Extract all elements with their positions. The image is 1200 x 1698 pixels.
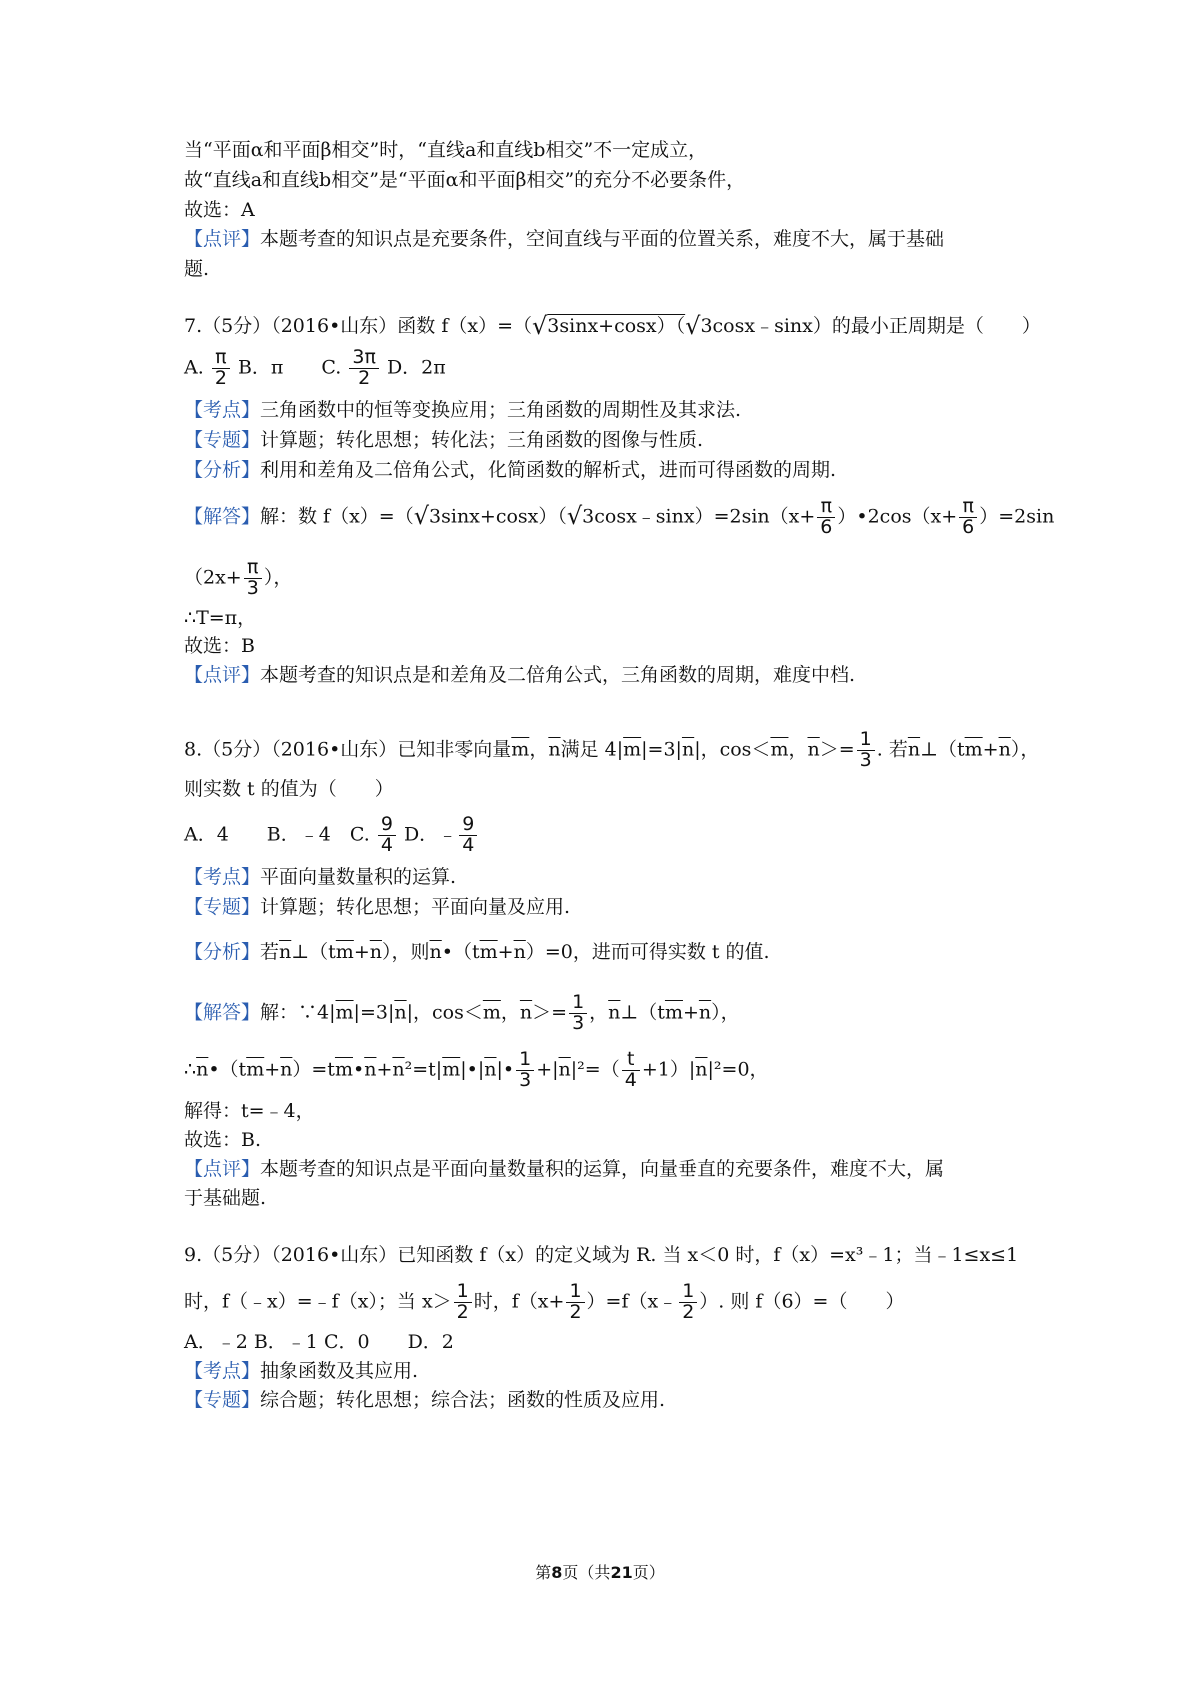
text-line: 则实数 t 的值为（ ） xyxy=(184,778,394,800)
kaodian-line: 【考点】三角函数中的恒等变换应用；三角函数的周期性及其求法. xyxy=(184,399,742,421)
text-line: 解得：t=﹣4， xyxy=(184,1100,315,1122)
question-8-options: A．4 B．﹣4 C. $\frac{9}{4}$ D．﹣ $\frac{9}{4}$ xyxy=(184,815,479,856)
text-line: 故“直线a和直线b相交”是“平面α和平面β相交”的充分不必要条件， xyxy=(184,169,746,191)
page-footer: 第8页（共21页） xyxy=(535,1563,665,1582)
jieda-line: 【解答】解：$\because 4|\overline{m}|=3|\overline{n}|$，$\cos<\overline{m}$，$\overline{n}>=$ $\frac{1}{3}$ ，$\overline{n}\perp(t\overline{m}+\overline{n})$， xyxy=(184,991,740,1034)
fraction: $\frac{\pi}{2}$ xyxy=(212,348,230,389)
question-8-stem: 8.（5分）（2016•山东）已知非零向量$\overline{m}$，$\overline{n}$满足 $4|\overline{m}|=3|\overline{n}|$，$\cos<\overline{m}$，$\overline{n}>=$ $\frac{1}{3}$ . 若$\overline{n}\perp(t\overline{m}+\overline{n})$， xyxy=(184,728,1040,771)
fenxi-line: 【分析】利用和差角及二倍角公式，化简函数的解析式，进而可得函数的周期. xyxy=(184,459,837,481)
text-line: ∴T=π， xyxy=(184,607,257,629)
section-tag: 【点评】 xyxy=(184,228,261,250)
question-9-options: A．﹣2 B．﹣1 C．0 D．2 xyxy=(184,1331,454,1353)
text-line: 故选：B xyxy=(184,635,255,657)
fenxi-line: 【分析】若$\overline{n}\perp(t\overline{m}+\overline{n})$，则$\overline{n}•(t\overline{m}+\overline{n})=0$，进而可得实数 t 的值. xyxy=(184,941,770,963)
question-7-options: A. $\frac{\pi}{2}$ B．π C. $\frac{3\pi}{2}$ D．2π xyxy=(184,346,446,389)
dianping-line: 【点评】本题考查的知识点是平面向量数量积的运算，向量垂直的充要条件，难度不大，属 xyxy=(184,1158,945,1180)
question-9-stem-2: 时，f（﹣x）=﹣f（x）；当 x＞ $\frac{1}{2}$ 时，f（x+ $\frac{1}{2}$ ）=f（x﹣ $\frac{1}{2}$ ）. 则 f（6）=（ ） xyxy=(184,1280,905,1323)
jieda-line: 【解答】解：数 f（x）=（√3sinx+cosx）（√3cosx﹣sinx）=2sin（x+ $\frac{\pi}{6}$ ）•2cos（x+ $\frac{\pi}{6}$ ）=2sin xyxy=(184,495,1055,538)
text-line: 当“平面α和平面β相交”时，“直线a和直线b相交”不一定成立， xyxy=(184,139,708,161)
kaodian-line: 【考点】平面向量数量积的运算. xyxy=(184,866,457,888)
comment-line: 【点评】本题考查的知识点是充要条件，空间直线与平面的位置关系，难度不大，属于基础 xyxy=(184,228,945,250)
jieda-line-2: （2x+ $\frac{\pi}{3}$ ）， xyxy=(184,556,293,599)
question-7-stem: 7.（5分）（2016•山东）函数 f（x）=（√3sinx+cosx）（√3cosx﹣sinx）的最小正周期是（ ） xyxy=(184,312,1041,340)
zhuanti-line: 【专题】计算题；转化思想；转化法；三角函数的图像与性质. xyxy=(184,429,704,451)
zhuanti-line: 【专题】综合题；转化思想；综合法；函数的性质及应用. xyxy=(184,1389,666,1411)
question-9-stem: 9.（5分）（2016•山东）已知函数 f（x）的定义域为 R. 当 x＜0 时，f（x）=x³﹣1；当﹣1≤x≤1 xyxy=(184,1244,1019,1266)
kaodian-line: 【考点】抽象函数及其应用. xyxy=(184,1360,419,1382)
dianping-line: 【点评】本题考查的知识点是和差角及二倍角公式，三角函数的周期，难度中档. xyxy=(184,664,856,686)
text-line: 故选：B. xyxy=(184,1129,262,1151)
fraction: $\frac{3\pi}{2}$ xyxy=(349,348,379,389)
jieda-line-2: $\therefore\overline{n}•(t\overline{m}+\overline{n})=t\overline{m}•\overline{n}+\overline{n}^2=t|\overline{m}|•|\overline{n}|•$ $\frac{1}{3}$ $+|\overline{n}|^2=$（ $\frac{t}{4}$ $+1)|\overline{n}|^2=0$， xyxy=(184,1048,769,1091)
text-line: 故选：A xyxy=(184,199,255,221)
text-line: 于基础题. xyxy=(184,1187,267,1209)
text-line: 题. xyxy=(184,258,210,280)
zhuanti-line: 【专题】计算题；转化思想；平面向量及应用. xyxy=(184,896,571,918)
